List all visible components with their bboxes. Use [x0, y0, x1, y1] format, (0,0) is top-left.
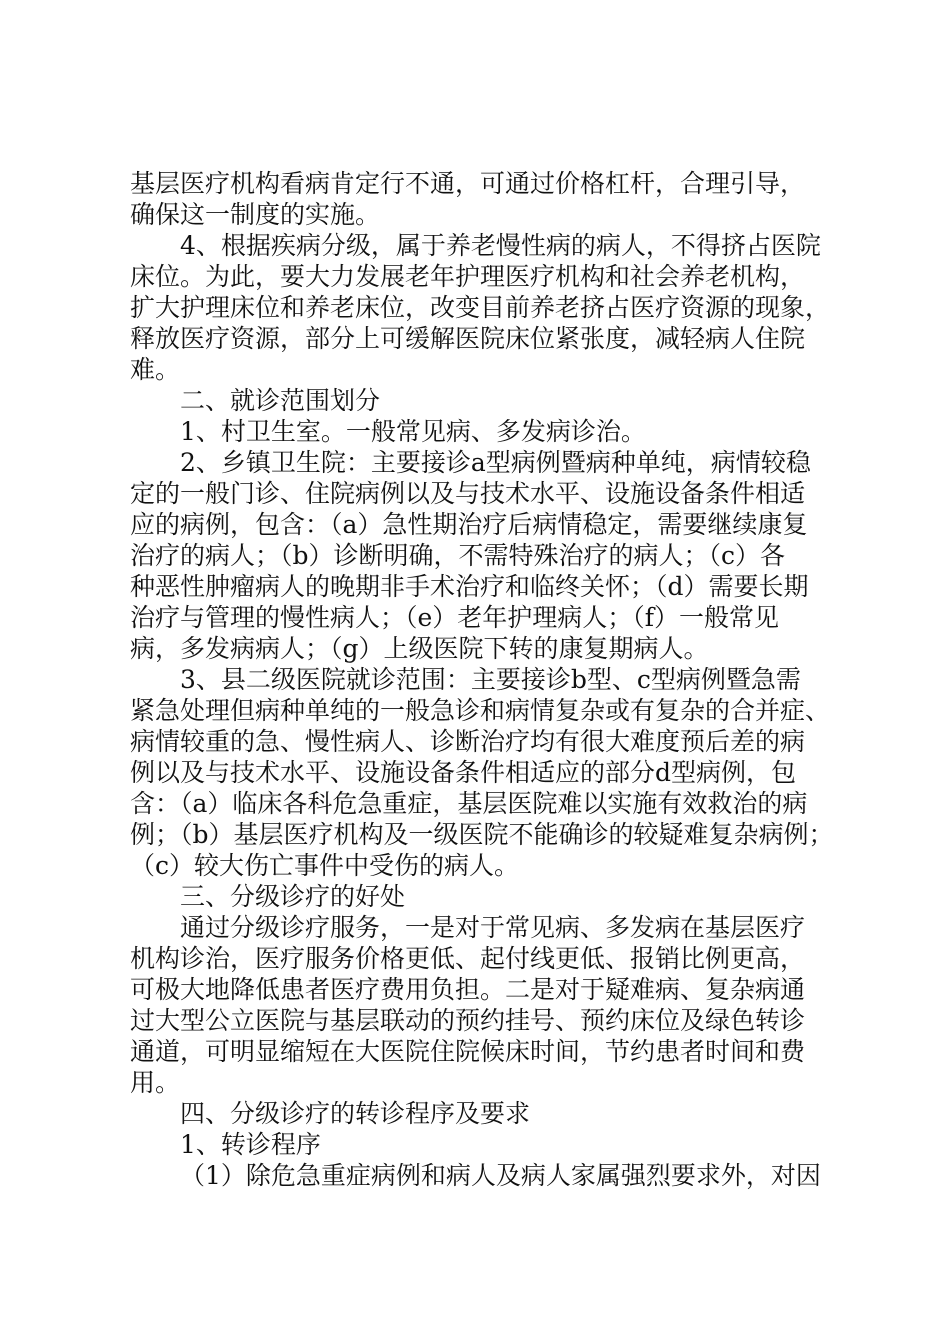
text-line: 释放医疗资源，部分上可缓解医院床位紧张度，减轻病人住院	[130, 324, 806, 353]
text-line: 病，多发病病人；（g）上级医院下转的康复期病人。	[130, 634, 709, 663]
text-line: 应的病例，包含：（a）急性期治疗后病情稳定，需要继续康复	[130, 510, 808, 539]
text-line: 定的一般门诊、住院病例以及与技术水平、设施设备条件相适	[130, 479, 806, 508]
text-line: 机构诊治，医疗服务价格更低、起付线更低、报销比例更高，	[130, 944, 806, 973]
document-body	[130, 168, 850, 1191]
text-line: 用。	[130, 1068, 181, 1097]
text-line: 2、乡镇卫生院：主要接诊a型病例暨病种单纯，病情较稳	[180, 448, 811, 477]
text-line: 治疗与管理的慢性病人；（e）老年护理病人；（f）一般常见	[130, 603, 780, 632]
text-line: 扩大护理床位和养老床位，改变目前养老挤占医疗资源的现象，	[130, 293, 831, 322]
text-line: 难。	[130, 355, 181, 384]
text-line: 1、村卫生室。一般常见病、多发病诊治。	[180, 417, 646, 446]
text-line: 三、分级诊疗的好处	[180, 882, 406, 911]
text-line: 通过分级诊疗服务，一是对于常见病、多发病在基层医疗	[180, 913, 806, 942]
text-line: （1）除危急重症病例和病人及病人家属强烈要求外，对因	[180, 1161, 821, 1190]
text-line: 4、根据疾病分级，属于养老慢性病的病人，不得挤占医院	[180, 231, 821, 260]
text-line: 3、县二级医院就诊范围：主要接诊b型、c型病例暨急需	[180, 665, 801, 694]
text-line: 确保这一制度的实施。	[130, 200, 381, 229]
text-line: 可极大地降低患者医疗费用负担。二是对于疑难病、复杂病通	[130, 975, 806, 1004]
text-line: 过大型公立医院与基层联动的预约挂号、预约床位及绿色转诊	[130, 1006, 806, 1035]
text-line: 紧急处理但病种单纯的一般急诊和病情复杂或有复杂的合并症、	[130, 696, 831, 725]
text-line: 基层医疗机构看病肯定行不通，可通过价格杠杆，合理引导，	[130, 169, 806, 198]
text-line: 例以及与技术水平、设施设备条件相适应的部分d型病例，包	[130, 758, 797, 787]
text-line: 四、分级诊疗的转诊程序及要求	[180, 1099, 531, 1128]
text-line: 种恶性肿瘤病人的晚期非手术治疗和临终关怀；（d）需要长期	[130, 572, 809, 601]
text-line: 二、就诊范围划分	[180, 386, 381, 415]
text-line: 例；（b）基层医疗机构及一级医院不能确诊的较疑难复杂病例；	[130, 820, 834, 849]
text-line: 治疗的病人；（b）诊断明确，不需特殊治疗的病人；（c）各	[130, 541, 786, 570]
text-line: （c）较大伤亡事件中受伤的病人。	[130, 851, 520, 880]
text-line: 病情较重的急、慢性病人、诊断治疗均有很大难度预后差的病	[130, 727, 806, 756]
text-line: 床位。为此，要大力发展老年护理医疗机构和社会养老机构，	[130, 262, 806, 291]
text-line: 1、转诊程序	[180, 1130, 321, 1159]
text-line: 含：（a）临床各科危急重症，基层医院难以实施有效救治的病	[130, 789, 808, 818]
text-line: 通道，可明显缩短在大医院住院候床时间，节约患者时间和费	[130, 1037, 806, 1066]
